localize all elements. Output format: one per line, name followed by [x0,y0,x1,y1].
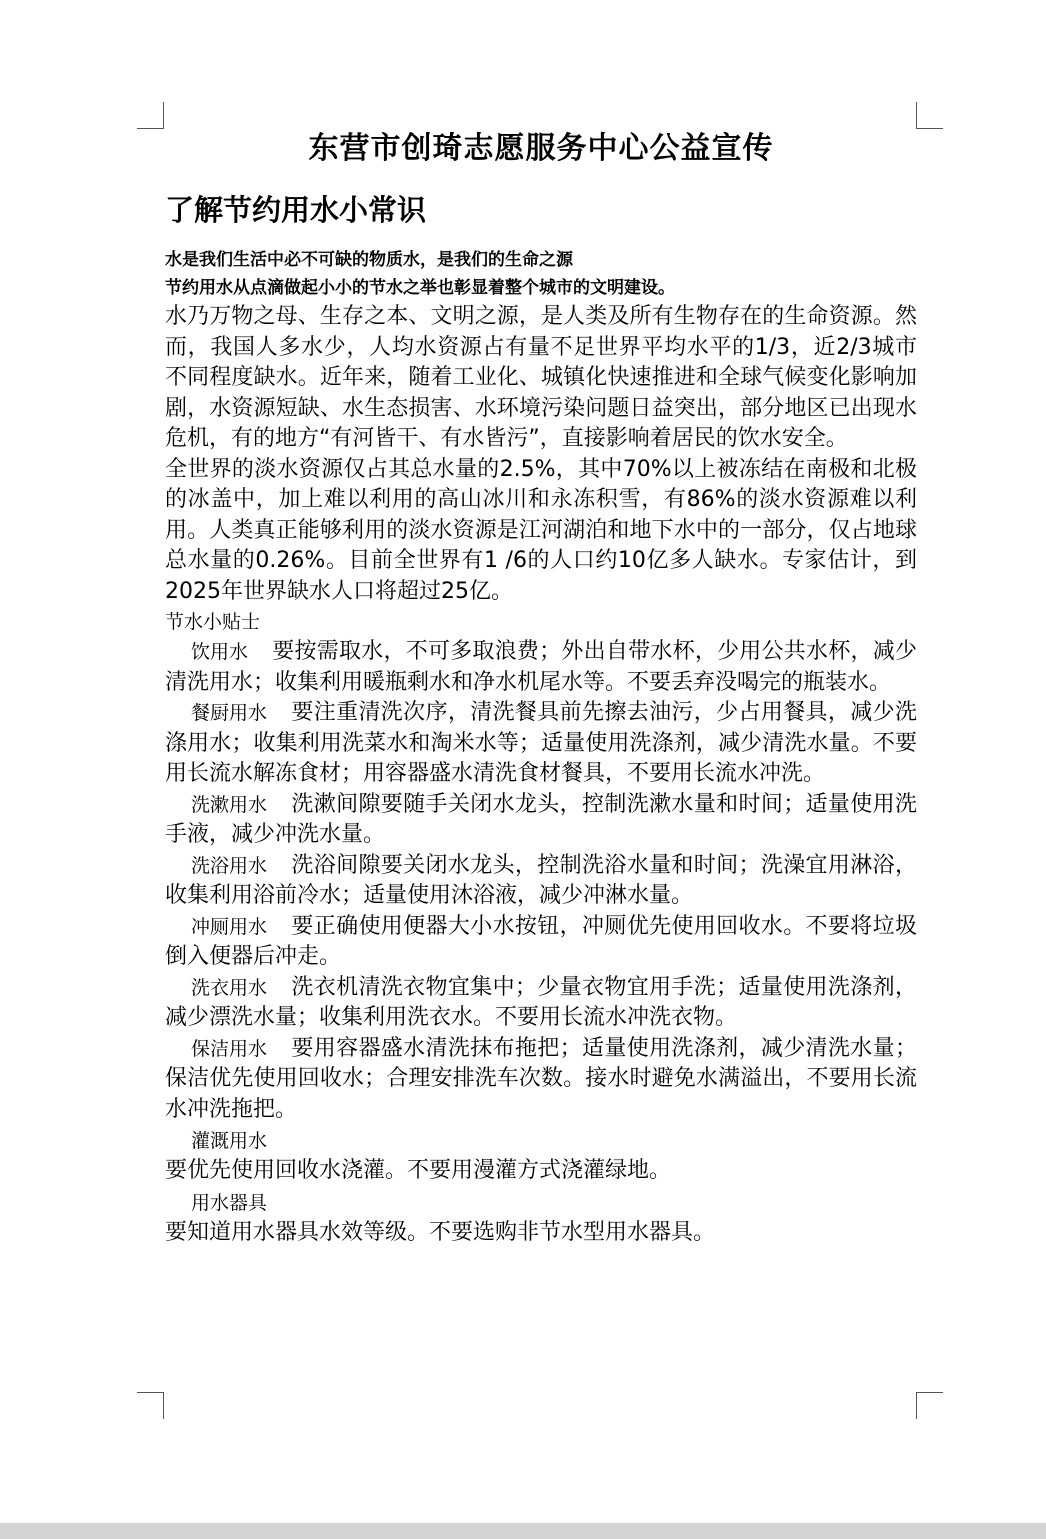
tip-item [165,1126,917,1187]
tip-item [165,912,917,973]
tip-text: 要优先使用回收水浇灌。不要用漫灌方式浇灌绿地。 [165,1158,672,1183]
intro-line: 水是我们生活中必不可缺的物质水，是我们的生命之源 [165,250,573,270]
tip-item [165,637,917,698]
intro-line: 节约用水从点滴做起小小的节水之举也彰显着整个城市的文明建设。 [165,278,675,298]
tip-item [165,790,917,851]
tip-text: 要知道用水器具水效等级。不要选购非节水型用水器具。 [165,1219,716,1245]
tip-item [165,851,917,912]
tip-text: 洗漱间隙要随手关闭水龙头，控制洗漱水量和时间；适量使用洗手液，减少冲洗水量。 [165,791,917,847]
body-paragraph: 全世界的淡水资源仅占其总水量的2.5%，其中70%以上被冻结在南极和北极的冰盖中，加上难以利用的高山冰川和永冻积雪，有86%的淡水资源难以利用。人类真正能够利用的淡水资源是江河湖泊和地下水中的一部分，仅占地球总水量的0.26%。目前全世界有1 /6的人口约10亿多人缺水。专家估计，到2025年世界缺水人口将超过25亿。 [165,456,917,604]
viewer-bottom-bar [0,1523,1046,1539]
tip-name: 饮用水 [191,641,249,663]
tip-name: 保洁用水 [191,1037,268,1060]
tip-name: 灌溉用水 [191,1130,268,1152]
tip-item [165,1034,917,1126]
tip-name: 洗衣用水 [191,976,268,999]
tip-name: 洗浴用水 [191,854,268,877]
tip-text: 要按需取水，不可多取浪费；外出自带水杯，少用公共水杯，减少清洗用水；收集利用暖瓶剩水和净水机尾水等。不要丢弃没喝完的瓶装水。 [165,639,917,695]
crop-mark-bottom-left [137,1392,164,1419]
tip-item [165,698,917,790]
tip-text: 要正确使用便器大小水按钮，冲厕优先使用回收水。不要将垃圾倒入便器后冲走。 [165,913,917,969]
crop-mark-bottom-right [916,1392,943,1419]
tip-text: 洗浴间隙要关闭水龙头，控制洗浴水量和时间；洗澡宜用淋浴，收集利用浴前冷水；适量使用沐浴液，减少冲淋水量。 [165,852,917,908]
crop-mark-top-right [916,102,943,129]
body-paragraph: 水乃万物之母、生存之本、文明之源，是人类及所有生物存在的生命资源。然而，我国人多水少，人均水资源占有量不足世界平均水平的1/3，近2/3城市不同程度缺水。近年来，随着工业化、城镇化快速推进和全球气候变化影响加剧，水资源短缺、水生态损害、水环境污染问题日益突出，部分地区已出现水危机，有的地方“有河皆干、有水皆污”，直接影响着居民的饮水安全。 [165,304,917,451]
org-title: 东营市创琦志愿服务中心公益宣传 [308,131,774,166]
tip-name: 用水器具 [191,1191,268,1214]
tip-name: 冲厕用水 [191,915,268,938]
page-heading: 了解节约用水小常识 [165,193,427,227]
tip-name: 洗漱用水 [191,793,268,816]
document-body [165,128,917,1248]
tips-label: 节水小贴士 [165,611,261,633]
crop-mark-top-left [137,102,164,129]
tip-item [165,1188,917,1249]
tip-name: 餐厨用水 [191,702,268,724]
tip-text: 洗衣机清洗衣物宜集中；少量衣物宜用手洗；适量使用洗涤剂，减少漂洗水量；收集利用洗衣水。不要用长流水冲洗衣物。 [165,974,917,1030]
tip-item [165,973,917,1034]
tip-text: 要注重清洗次序，清洗餐具前先擦去油污，少占用餐具，减少洗涤用水；收集利用洗菜水和淘米水等；适量使用洗涤剂，减少清洗水量。不要用长流水解冻食材；用容器盛水清洗食材餐具，不要用长流水冲洗。 [165,700,917,786]
tip-text: 要用容器盛水清洗抹布拖把；适量使用洗涤剂，减少清洗水量；保洁优先使用回收水；合理安排洗车次数。接水时避免水满溢出，不要用长流水冲洗拖把。 [165,1035,917,1122]
